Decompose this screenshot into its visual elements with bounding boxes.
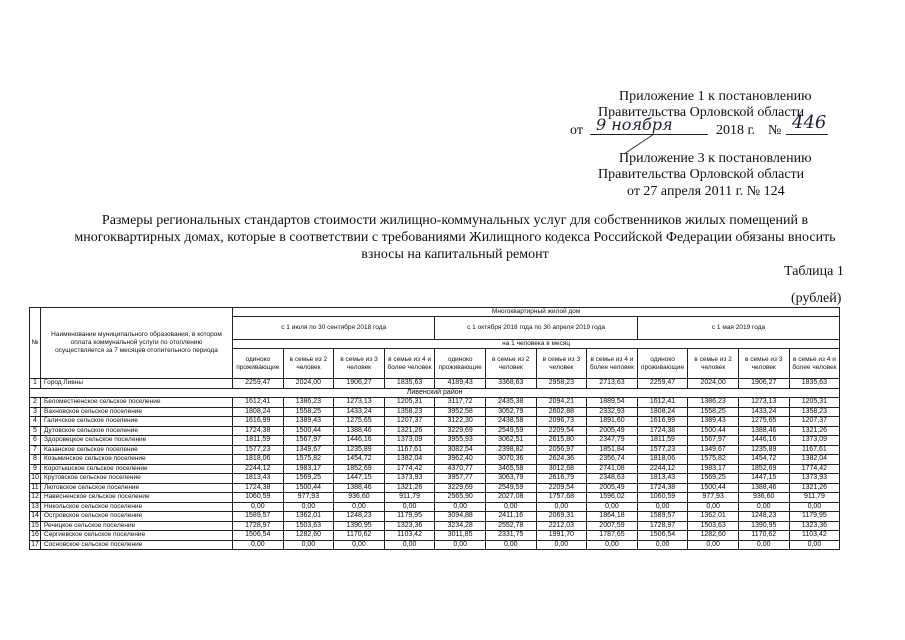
cell-value: 4370,77 <box>435 464 486 474</box>
row-municipality-name: Галичское сельское поселение <box>41 417 233 427</box>
cell-value: 1388,46 <box>738 483 789 493</box>
cell-value: 2552,78 <box>485 521 536 531</box>
cell-value: 2259,47 <box>233 379 284 389</box>
cell-value: 1500,44 <box>688 426 739 436</box>
cell-value: 0,00 <box>789 540 840 550</box>
cell-value: 1596,02 <box>587 493 638 503</box>
row-municipality-name: Никольское сельское поселение <box>41 502 233 512</box>
appendix1-line2: Правительства Орловской области <box>598 105 805 120</box>
cell-value: 1373,09 <box>384 436 435 446</box>
cell-value: 3011,85 <box>435 531 486 541</box>
cell-value: 3122,30 <box>435 417 486 427</box>
cell-value: 1811,59 <box>233 436 284 446</box>
cell-value: 1500,44 <box>688 483 739 493</box>
cell-value: 1321,26 <box>384 426 435 436</box>
cell-value: 3062,51 <box>485 436 536 446</box>
cell-value: 1205,31 <box>384 398 435 408</box>
cell-value: 0,00 <box>283 540 334 550</box>
cell-value: 1275,65 <box>738 417 789 427</box>
cell-value: 1808,24 <box>233 407 284 417</box>
cell-value: 1349,67 <box>283 445 334 455</box>
cell-value: 1207,37 <box>384 417 435 427</box>
cell-value: 0,00 <box>233 540 284 550</box>
cell-value: 1321,26 <box>384 483 435 493</box>
cell-value: 1852,69 <box>738 464 789 474</box>
cell-value: 1170,62 <box>334 531 385 541</box>
cell-value: 1813,43 <box>233 474 284 484</box>
table-row <box>30 426 840 436</box>
cell-value: 3063,79 <box>485 474 536 484</box>
row-municipality-name: Город Ливны <box>41 379 233 389</box>
cell-value: 1835,63 <box>789 379 840 389</box>
row-number: 11 <box>31 483 39 491</box>
row-municipality-name: Козьминское сельское поселение <box>41 455 233 465</box>
cell-value: 0,00 <box>536 540 587 550</box>
row-municipality-name: Речицкое сельское поселение <box>41 521 233 531</box>
cell-value: 1906,27 <box>334 379 385 389</box>
cell-value: 1388,46 <box>334 483 385 493</box>
cell-value: 2356,74 <box>587 455 638 465</box>
cell-value: 0,00 <box>536 502 587 512</box>
cell-value: 1813,43 <box>637 474 688 484</box>
cell-value: 1728,97 <box>233 521 284 531</box>
cell-value: 1179,95 <box>789 512 840 522</box>
row-municipality-name: Навесненское сельское поселение <box>41 493 233 503</box>
cell-value: 1388,46 <box>334 426 385 436</box>
cell-value: 1567,97 <box>283 436 334 446</box>
row-number: 4 <box>30 417 41 427</box>
title-line-2: многоквартирных домах, которые в соответствии с требованиями Жилищного кодекса Российской Федерации обязаны вносить <box>74 230 836 245</box>
cell-value: 1808,24 <box>637 407 688 417</box>
appendix1-year: 2018 г. <box>716 123 756 138</box>
cell-value: 1454,72 <box>738 455 789 465</box>
cell-value: 1323,36 <box>384 521 435 531</box>
col-header-number: № <box>30 308 41 379</box>
cell-value: 1205,31 <box>789 398 840 408</box>
cell-value: 2024,00 <box>283 379 334 389</box>
row-municipality-name: Крутовское сельское поселение <box>41 474 233 484</box>
subcol-header: в семье из 2 человек <box>485 349 536 379</box>
cell-value: 1060,59 <box>637 493 688 503</box>
cell-value: 1248,23 <box>334 512 385 522</box>
cell-value: 936,60 <box>738 493 789 503</box>
cell-value: 1382,04 <box>789 455 840 465</box>
cell-value: 3117,72 <box>435 398 486 408</box>
cell-value: 977,93 <box>688 493 739 503</box>
cell-value: 1818,06 <box>233 455 284 465</box>
cell-value: 1787,65 <box>587 531 638 541</box>
cell-value: 2005,49 <box>587 426 638 436</box>
cell-value: 0,00 <box>334 540 385 550</box>
table-row <box>30 464 840 474</box>
cell-value: 0,00 <box>435 502 486 512</box>
cell-value: 1386,23 <box>283 398 334 408</box>
row-number: 8 <box>30 455 41 465</box>
cell-value: 2209,54 <box>536 426 587 436</box>
cell-value: 1569,25 <box>283 474 334 484</box>
cell-value: 0,00 <box>384 540 435 550</box>
row-municipality-name: Коротышское сельское поселение <box>41 464 233 474</box>
cell-value: 0,00 <box>334 502 385 512</box>
row-number: 9 <box>30 464 41 474</box>
cell-value: 1349,67 <box>688 445 739 455</box>
cell-value: 1558,25 <box>283 407 334 417</box>
cell-value: 1447,15 <box>738 474 789 484</box>
cell-value: 1774,42 <box>384 464 435 474</box>
cell-value: 1358,23 <box>384 407 435 417</box>
cell-value: 1503,63 <box>688 521 739 531</box>
cell-value: 0,00 <box>637 540 688 550</box>
standards-table <box>29 307 840 550</box>
cell-value: 1728,97 <box>637 521 688 531</box>
cell-value: 911,79 <box>789 493 840 503</box>
appendix3-line1: Приложение 3 к постановлению <box>619 151 812 166</box>
cell-value: 2024,00 <box>688 379 739 389</box>
cell-value: 2007,59 <box>587 521 638 531</box>
subcol-header: одиноко проживающие <box>233 349 284 379</box>
subcol-header: одиноко проживающие <box>637 349 688 379</box>
cell-value: 1503,63 <box>283 521 334 531</box>
table-row <box>30 483 840 493</box>
table-row <box>30 502 840 512</box>
row-number: 17 <box>31 540 39 548</box>
row-municipality-name: Сосновское сельское поселение <box>41 540 233 550</box>
number-underline <box>786 134 828 135</box>
appendix3-line3: от 27 апреля 2011 г. № 124 <box>627 184 785 199</box>
cell-value: 1567,97 <box>688 436 739 446</box>
cell-value: 1724,38 <box>233 483 284 493</box>
cell-value: 2411,16 <box>485 512 536 522</box>
cell-value: 1386,23 <box>688 398 739 408</box>
cell-value: 2438,58 <box>485 417 536 427</box>
cell-value: 2565,90 <box>435 493 486 503</box>
subcol-header: в семье из 2 человек <box>688 349 739 379</box>
cell-value: 2347,79 <box>587 436 638 446</box>
cell-value: 1179,95 <box>384 512 435 522</box>
appendix1-number-sign: № <box>768 123 782 138</box>
cell-value: 1774,42 <box>789 464 840 474</box>
cell-value: 1454,72 <box>334 455 385 465</box>
subcol-header: в семье из 3 человек <box>536 349 587 379</box>
cell-value: 1433,24 <box>334 407 385 417</box>
cell-value: 1373,93 <box>384 474 435 484</box>
subcol-header: в семье из 3 человек <box>334 349 385 379</box>
cell-value: 3094,88 <box>435 512 486 522</box>
cell-value: 1724,38 <box>637 483 688 493</box>
cell-value: 1390,95 <box>738 521 789 531</box>
cell-value: 1389,43 <box>283 417 334 427</box>
row-municipality-name: Здоровецкое сельское поселение <box>41 436 233 446</box>
cell-value: 1248,23 <box>738 512 789 522</box>
cell-value: 2259,47 <box>637 379 688 389</box>
cell-value: 1612,41 <box>233 398 284 408</box>
cell-value: 1362,01 <box>688 512 739 522</box>
period-header-1: с 1 июля по 30 сентября 2018 года <box>233 317 435 340</box>
cell-value: 2713,63 <box>587 379 638 389</box>
cell-value: 3229,69 <box>435 483 486 493</box>
cell-value: 1577,23 <box>233 445 284 455</box>
cell-value: 1757,68 <box>536 493 587 503</box>
appendix3-line2: Правительства Орловской области <box>598 167 805 182</box>
cell-value: 1991,70 <box>536 531 587 541</box>
cell-value: 1906,27 <box>738 379 789 389</box>
cell-value: 1835,63 <box>384 379 435 389</box>
cell-value: 0,00 <box>384 502 435 512</box>
cell-value: 1390,95 <box>334 521 385 531</box>
cell-value: 2212,03 <box>536 521 587 531</box>
table-row <box>30 493 840 503</box>
cell-value: 0,00 <box>688 540 739 550</box>
cell-value: 2348,63 <box>587 474 638 484</box>
row-municipality-name: Дутовское сельское поселение <box>41 426 233 436</box>
cell-value: 0,00 <box>283 502 334 512</box>
subcol-header: в семье из 4 и более человек <box>384 349 435 379</box>
cell-value: 2616,79 <box>536 474 587 484</box>
cell-value: 2602,88 <box>536 407 587 417</box>
row-municipality-name: Вахновское сельское поселение <box>41 407 233 417</box>
cell-value: 3082,54 <box>435 445 486 455</box>
cell-value: 3012,68 <box>536 464 587 474</box>
cell-value: 1433,24 <box>738 407 789 417</box>
cell-value: 1282,60 <box>283 531 334 541</box>
document-title <box>40 212 870 263</box>
cell-value: 1983,17 <box>283 464 334 474</box>
cell-value: 1891,60 <box>587 417 638 427</box>
row-number: 13 <box>31 502 39 510</box>
appendix1-from: от <box>570 123 583 138</box>
cell-value: 2096,73 <box>536 417 587 427</box>
cell-value: 1282,60 <box>688 531 739 541</box>
cell-value: 2624,36 <box>536 455 587 465</box>
cell-value: 1724,38 <box>233 426 284 436</box>
cell-value: 0,00 <box>637 502 688 512</box>
district-row <box>30 388 840 398</box>
table-row <box>30 521 840 531</box>
district-name: Ливенский район <box>30 388 840 398</box>
cell-value: 0,00 <box>688 502 739 512</box>
table-row <box>30 512 840 522</box>
row-number: 1 <box>30 379 41 389</box>
cell-value: 1569,25 <box>688 474 739 484</box>
cell-value: 1558,25 <box>688 407 739 417</box>
cell-value: 1889,54 <box>587 398 638 408</box>
appendix1-number-handwritten: 446 <box>792 112 827 133</box>
cell-value: 1382,04 <box>384 455 435 465</box>
row-municipality-name: Островское сельское поселение <box>41 512 233 522</box>
cell-value: 1577,23 <box>637 445 688 455</box>
cell-value: 2398,82 <box>485 445 536 455</box>
cell-value: 2331,75 <box>485 531 536 541</box>
subcol-header: в семье из 3 человек <box>738 349 789 379</box>
subcol-header: в семье из 2 человек <box>283 349 334 379</box>
col-header-building: Многоквартирный жилой дом <box>233 308 840 317</box>
cell-value: 1575,82 <box>283 455 334 465</box>
cell-value: 1589,57 <box>233 512 284 522</box>
cell-value: 1575,82 <box>688 455 739 465</box>
cell-value: 4189,43 <box>435 379 486 389</box>
cell-value: 1167,61 <box>789 445 840 455</box>
cell-value: 2069,31 <box>536 512 587 522</box>
cell-value: 1447,15 <box>334 474 385 484</box>
cell-value: 1362,01 <box>283 512 334 522</box>
period-header-2: с 1 октября 2018 года по 30 апреля 2019 года <box>435 317 637 340</box>
cell-value: 1724,38 <box>637 426 688 436</box>
cell-value: 1616,99 <box>637 417 688 427</box>
period-header-3: с 1 мая 2019 года <box>637 317 840 340</box>
row-municipality-name: Беломестненское сельское поселение <box>41 398 233 408</box>
cell-value: 0,00 <box>738 540 789 550</box>
row-number: 6 <box>30 436 41 446</box>
cell-value: 1273,13 <box>738 398 789 408</box>
table-row <box>30 398 840 408</box>
cell-value: 3465,58 <box>485 464 536 474</box>
table-row <box>30 436 840 446</box>
cell-value: 1103,42 <box>789 531 840 541</box>
cell-value: 2549,59 <box>485 426 536 436</box>
cell-value: 1612,41 <box>637 398 688 408</box>
cell-value: 1852,69 <box>334 464 385 474</box>
cell-value: 1235,89 <box>334 445 385 455</box>
units-label: (рублей) <box>791 291 842 306</box>
row-municipality-name: Казанское сельское поселение <box>41 445 233 455</box>
cell-value: 0,00 <box>435 540 486 550</box>
cell-value: 1358,23 <box>789 407 840 417</box>
cell-value: 1446,16 <box>738 436 789 446</box>
table-row <box>30 417 840 427</box>
table-label: Таблица 1 <box>784 264 844 279</box>
cell-value: 2549,59 <box>485 483 536 493</box>
cell-value: 0,00 <box>587 540 638 550</box>
cell-value: 2056,97 <box>536 445 587 455</box>
cell-value: 2332,93 <box>587 407 638 417</box>
cell-value: 2244,12 <box>637 464 688 474</box>
cell-value: 2027,08 <box>485 493 536 503</box>
cell-value: 911,79 <box>384 493 435 503</box>
table-row <box>30 540 840 550</box>
cell-value: 1060,59 <box>233 493 284 503</box>
cell-value: 3070,36 <box>485 455 536 465</box>
cell-value: 1446,16 <box>334 436 385 446</box>
appendix1-line1: Приложение 1 к постановлению <box>619 89 812 104</box>
per-person-header: на 1 человека в месяц <box>233 340 840 349</box>
cell-value: 0,00 <box>789 502 840 512</box>
cell-value: 3368,63 <box>485 379 536 389</box>
cell-value: 2741,08 <box>587 464 638 474</box>
cell-value: 1389,43 <box>688 417 739 427</box>
cell-value: 1321,26 <box>789 483 840 493</box>
cell-value: 1500,44 <box>283 483 334 493</box>
cell-value: 1506,54 <box>233 531 284 541</box>
cell-value: 1818,06 <box>637 455 688 465</box>
cell-value: 1616,99 <box>233 417 284 427</box>
table-row <box>30 445 840 455</box>
subcol-header: одиноко проживающие <box>435 349 486 379</box>
cell-value: 1170,62 <box>738 531 789 541</box>
cell-value: 1983,17 <box>688 464 739 474</box>
cell-value: 2209,54 <box>536 483 587 493</box>
row-number: 10 <box>31 474 39 482</box>
cell-value: 3229,69 <box>435 426 486 436</box>
cell-value: 1589,57 <box>637 512 688 522</box>
row-number: 16 <box>31 531 39 539</box>
subcol-header: в семье из 4 и более человек <box>789 349 840 379</box>
cell-value: 1373,93 <box>789 474 840 484</box>
cell-value: 3962,40 <box>435 455 486 465</box>
row-number: 7 <box>30 445 41 455</box>
appendix1-date-handwritten: 9 ноября <box>596 115 673 134</box>
cell-value: 1373,09 <box>789 436 840 446</box>
table-row <box>30 455 840 465</box>
row-number: 5 <box>30 426 41 436</box>
cell-value: 977,93 <box>283 493 334 503</box>
row-number: 3 <box>30 407 41 417</box>
cell-value: 1321,26 <box>789 426 840 436</box>
cell-value: 3957,77 <box>435 474 486 484</box>
cell-value: 2435,38 <box>485 398 536 408</box>
cell-value: 2005,49 <box>587 483 638 493</box>
cell-value: 2094,21 <box>536 398 587 408</box>
title-line-1: Размеры региональных стандартов стоимости жилищно-коммунальных услуг для собственников жилых помещений в <box>101 213 809 228</box>
cell-value: 2958,23 <box>536 379 587 389</box>
row-number: 2 <box>30 398 41 408</box>
cell-value: 1323,36 <box>789 521 840 531</box>
cell-value: 3952,58 <box>435 407 486 417</box>
cell-value: 1235,89 <box>738 445 789 455</box>
cell-value: 1500,44 <box>283 426 334 436</box>
row-number: 12 <box>31 493 39 501</box>
cell-value: 1851,84 <box>587 445 638 455</box>
row-municipality-name: Сергиевское сельское поселение <box>41 531 233 541</box>
cell-value: 1275,65 <box>334 417 385 427</box>
row-municipality-name: Лютовское сельское поселение <box>41 483 233 493</box>
cell-value: 0,00 <box>485 502 536 512</box>
table-row-city <box>30 379 840 389</box>
cell-value: 2615,80 <box>536 436 587 446</box>
cell-value: 1506,54 <box>637 531 688 541</box>
cell-value: 3955,93 <box>435 436 486 446</box>
cell-value: 936,60 <box>334 493 385 503</box>
row-number: 15 <box>31 521 39 529</box>
title-line-3: взносы на капитальный ремонт <box>361 247 549 262</box>
row-number: 14 <box>31 512 39 520</box>
cell-value: 3052,79 <box>485 407 536 417</box>
cell-value: 1207,37 <box>789 417 840 427</box>
cell-value: 1388,46 <box>738 426 789 436</box>
col-header-municipality: Наименование муниципального образования, в котором оплата коммунальной услуги по отоплению осуществляется за 7 месяцев отопительного периода <box>41 308 233 379</box>
cell-value: 1273,13 <box>334 398 385 408</box>
cell-value: 1103,42 <box>384 531 435 541</box>
cell-value: 1167,61 <box>384 445 435 455</box>
table-row <box>30 531 840 541</box>
table-row <box>30 474 840 484</box>
cell-value: 0,00 <box>485 540 536 550</box>
subcol-header: в семье из 4 и более человек <box>587 349 638 379</box>
cell-value: 0,00 <box>233 502 284 512</box>
cell-value: 2244,12 <box>233 464 284 474</box>
cell-value: 0,00 <box>738 502 789 512</box>
cell-value: 0,00 <box>587 502 638 512</box>
cell-value: 1864,18 <box>587 512 638 522</box>
cell-value: 1811,59 <box>637 436 688 446</box>
cell-value: 3234,28 <box>435 521 486 531</box>
table-row <box>30 407 840 417</box>
